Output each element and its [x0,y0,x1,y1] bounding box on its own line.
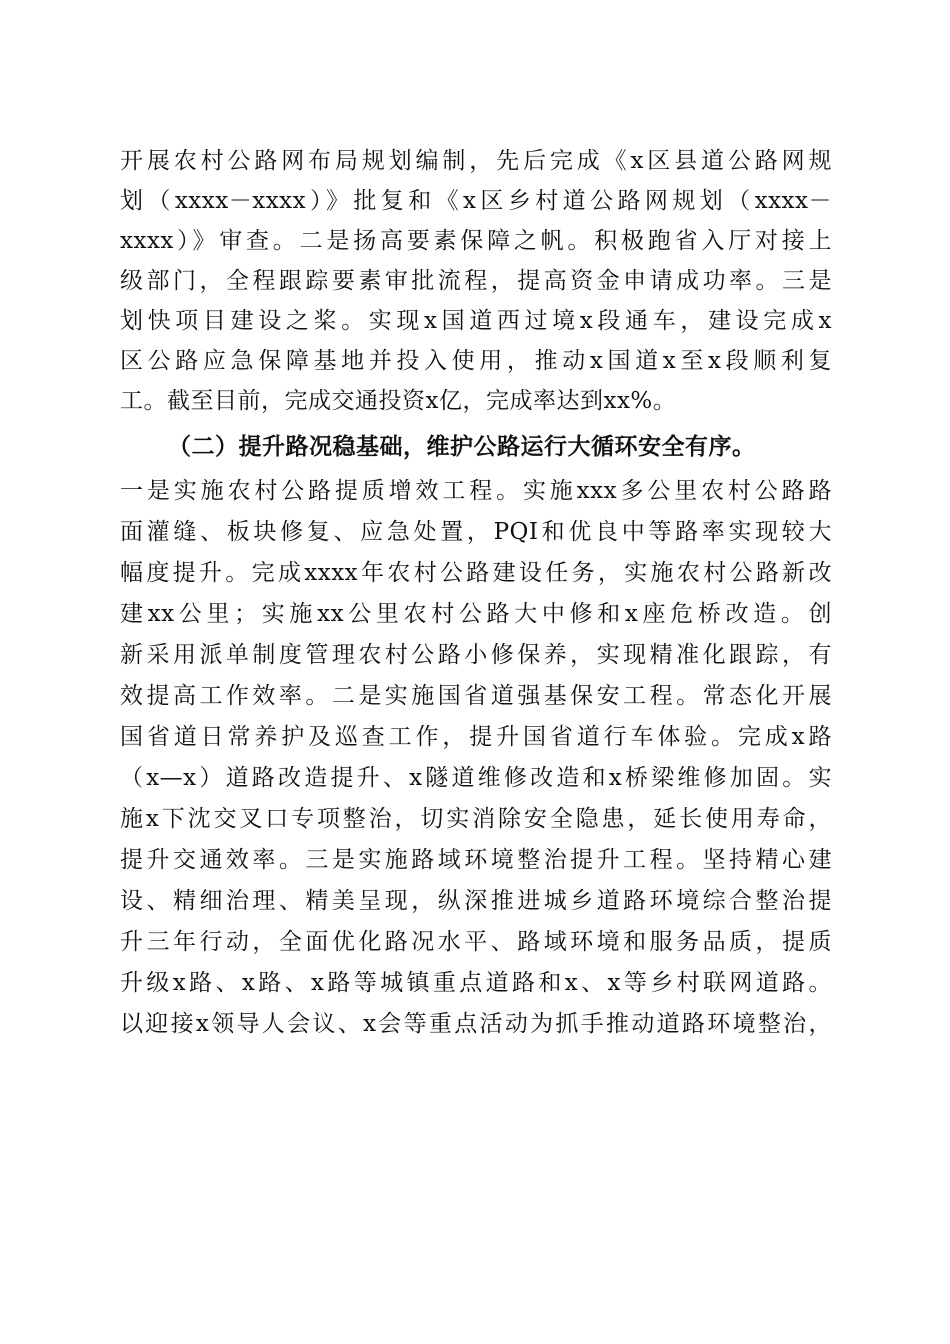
paragraph-line: 工。截至目前，完成交通投资x亿，完成率达到xx%。 [120,388,677,414]
paragraph-line: 新采用派单制度管理农村公路小修保养，实现精准化跟踪，有 [120,642,832,668]
section-heading: （二）提升路况稳基础，维护公路运行大循环安全有序。 [168,433,756,460]
paragraph-line: 施x下沈交叉口专项整治，切实消除安全隐患，延长使用寿命， [120,806,832,832]
paragraph-line: 效提高工作效率。二是实施国省道强基保安工程。常态化开展 [120,683,832,709]
paragraph-line: 划（xxxx－xxxx）》批复和《x区乡村道公路网规划（xxxx－ [120,188,832,214]
paragraph-line: 区公路应急保障基地并投入使用，推动x国道x至x段顺利复 [120,348,832,374]
paragraph-line: 建xx公里；实施xx公里农村公路大中修和x座危桥改造。创 [120,601,832,627]
paragraph-line: 划快项目建设之桨。实现x国道西过境x段通车，建设完成x [120,308,832,334]
paragraph-line: 国省道日常养护及巡查工作，提升国省道行车体验。完成x路 [120,724,832,750]
paragraph-line: 升三年行动，全面优化路况水平、路域环境和服务品质，提质 [120,929,832,955]
paragraph-line: 升级x路、x路、x路等城镇重点道路和x、x等乡村联网道路。 [120,970,832,996]
paragraph-line: xxxx）》审查。二是扬高要素保障之帆。积极跑省入厅对接上 [120,228,832,254]
paragraph-line: 一是实施农村公路提质增效工程。实施xxx多公里农村公路路 [120,478,832,504]
paragraph-line: 开展农村公路网布局规划编制，先后完成《x区县道公路网规 [120,148,832,174]
paragraph-line: 以迎接x领导人会议、x会等重点活动为抓手推动道路环境整治， [120,1011,832,1037]
paragraph-line: 提升交通效率。三是实施路域环境整治提升工程。坚持精心建 [120,847,832,873]
paragraph-line: 级部门，全程跟踪要素审批流程，提高资金申请成功率。三是 [120,268,832,294]
paragraph-line: （x—x）道路改造提升、x隧道维修改造和x桥梁维修加固。实 [120,765,832,791]
paragraph-line: 幅度提升。完成xxxx年农村公路建设任务，实施农村公路新改 [120,560,832,586]
paragraph-line: 面灌缝、板块修复、应急处置，PQI和优良中等路率实现较大 [120,519,832,545]
paragraph-line: 设、精细治理、精美呈现，纵深推进城乡道路环境综合整治提 [120,888,832,914]
